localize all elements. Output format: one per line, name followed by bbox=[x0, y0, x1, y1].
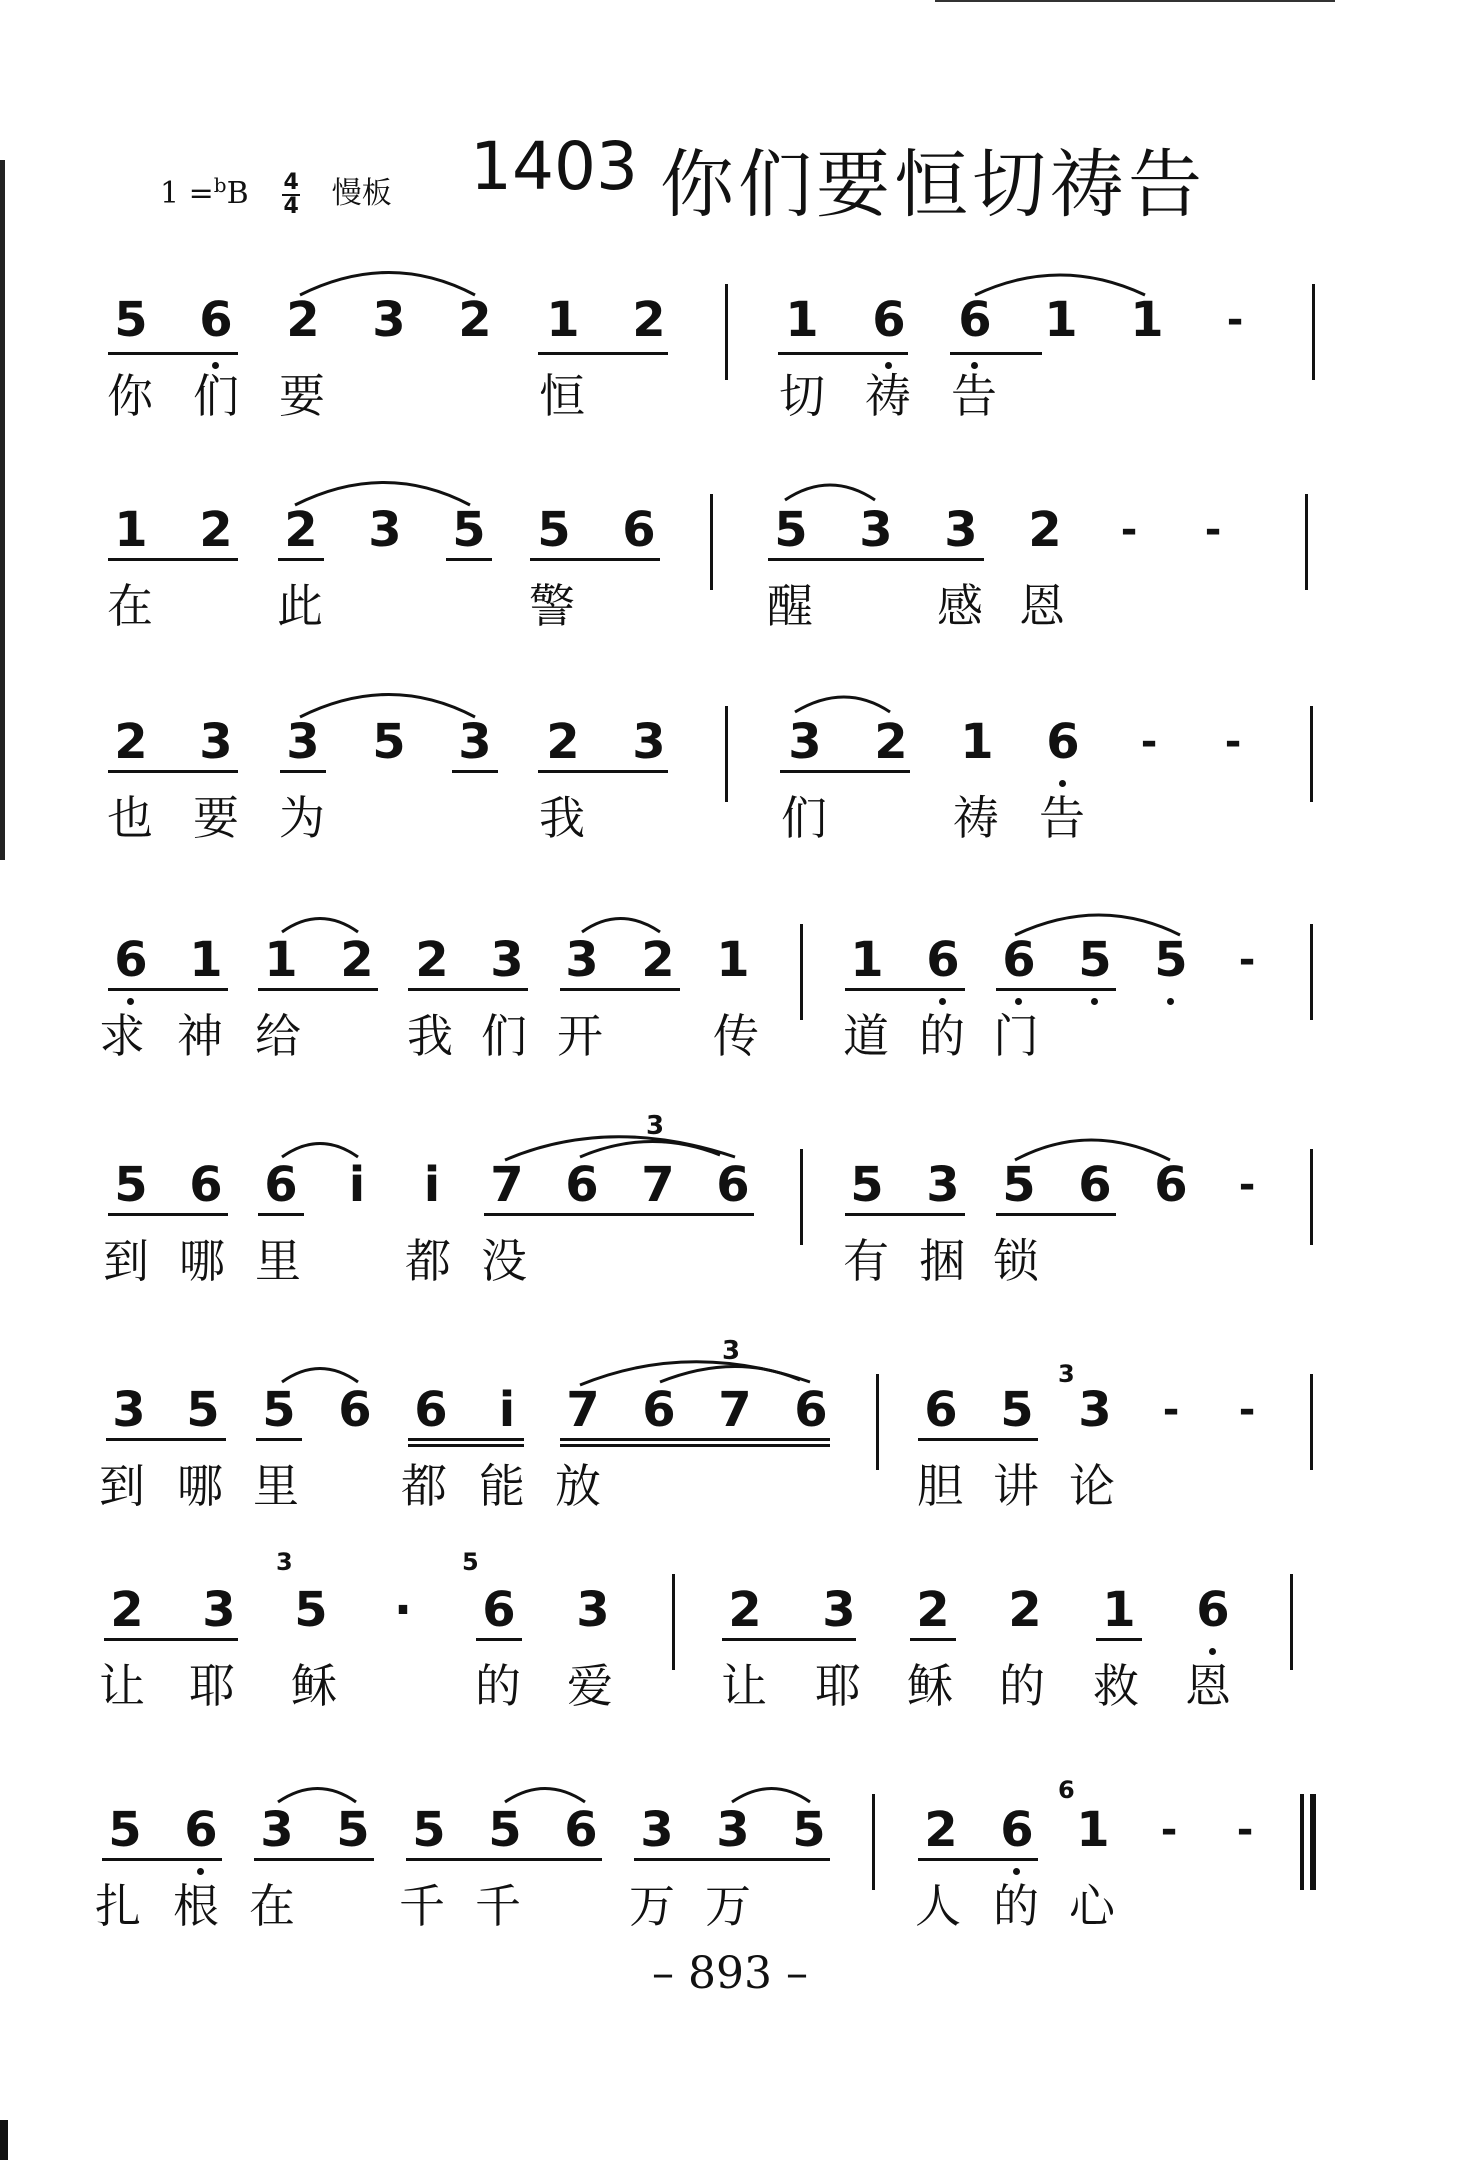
note: 5 bbox=[792, 1802, 826, 1858]
grace-note: 6 bbox=[1058, 1776, 1075, 1804]
lyric: 里 bbox=[253, 1459, 299, 1513]
lyric: 们 bbox=[781, 791, 827, 845]
note: 3 bbox=[286, 714, 320, 770]
note: 5 bbox=[108, 1802, 142, 1858]
note: 6 bbox=[716, 1157, 750, 1213]
note: 1 bbox=[1102, 1582, 1136, 1638]
note: 3 bbox=[368, 502, 402, 558]
hold-dash: - bbox=[1120, 507, 1138, 553]
note: 7 bbox=[641, 1157, 675, 1213]
note: 1 bbox=[114, 502, 148, 558]
note: 3 bbox=[926, 1157, 960, 1213]
lyric: 万 bbox=[629, 1879, 675, 1933]
note: 6 bbox=[926, 932, 960, 988]
note: 3 bbox=[859, 502, 893, 558]
note: 1 bbox=[189, 932, 223, 988]
hold-dash: - bbox=[1140, 719, 1158, 765]
lyric: 祷 bbox=[865, 369, 911, 423]
note: 6 bbox=[184, 1802, 218, 1858]
note: 6 bbox=[924, 1382, 958, 1438]
note: 1 bbox=[1044, 292, 1078, 348]
lyric: 扎 bbox=[95, 1879, 141, 1933]
note: 2 bbox=[1008, 1582, 1042, 1638]
lyric: 恩 bbox=[1019, 579, 1065, 633]
lyric: 论 bbox=[1069, 1459, 1115, 1513]
lyric: 心 bbox=[1069, 1879, 1115, 1933]
lyric: 万 bbox=[705, 1879, 751, 1933]
note: 6 bbox=[622, 502, 656, 558]
note: 5 bbox=[850, 1157, 884, 1213]
note: 2 bbox=[286, 292, 320, 348]
note: 5 bbox=[1000, 1382, 1034, 1438]
time-signature: $\frac{4}{4}$ bbox=[283, 169, 299, 219]
lyric: 传 bbox=[713, 1009, 759, 1063]
lyric: 讲 bbox=[993, 1459, 1039, 1513]
hold-dash: - bbox=[1224, 719, 1242, 765]
lyric: 爱 bbox=[567, 1659, 613, 1713]
hold-dash: - bbox=[1162, 1387, 1180, 1433]
lyric: 切 bbox=[779, 369, 825, 423]
lyric: 锁 bbox=[993, 1234, 1039, 1288]
note: 2 bbox=[632, 292, 666, 348]
lyric: 告 bbox=[951, 369, 997, 423]
lyric: 救 bbox=[1093, 1659, 1139, 1713]
song-title: 你们要恒切祷告 bbox=[660, 142, 1206, 228]
lyric: 为 bbox=[279, 791, 325, 845]
note: 5 bbox=[186, 1382, 220, 1438]
lyric: 能 bbox=[479, 1459, 525, 1513]
hold-dash: - bbox=[1236, 1807, 1254, 1853]
note: 2 bbox=[1028, 502, 1062, 558]
note: 2 bbox=[641, 932, 675, 988]
song-meta bbox=[160, 168, 392, 219]
note: 2 bbox=[340, 932, 374, 988]
hold-dash: - bbox=[1204, 507, 1222, 553]
note: 1 bbox=[1130, 292, 1164, 348]
lyric: 人 bbox=[915, 1879, 961, 1933]
note: 5 bbox=[537, 502, 571, 558]
note: 3 bbox=[1078, 1382, 1112, 1438]
note: 2 bbox=[114, 714, 148, 770]
note: 6 bbox=[189, 1157, 223, 1213]
lyric: 恩 bbox=[1185, 1659, 1231, 1713]
lyric: 们 bbox=[481, 1009, 527, 1063]
lyric: 千 bbox=[475, 1879, 521, 1933]
lyric: 都 bbox=[401, 1459, 447, 1513]
note: i bbox=[498, 1382, 516, 1438]
note: 3 bbox=[640, 1802, 674, 1858]
note: 7 bbox=[490, 1157, 524, 1213]
hold-dash: - bbox=[1238, 1162, 1256, 1208]
note: 6 bbox=[1078, 1157, 1112, 1213]
lyric: 稣 bbox=[291, 1659, 337, 1713]
note: 2 bbox=[284, 502, 318, 558]
score-system-4 bbox=[0, 930, 1484, 1140]
note: 3 bbox=[202, 1582, 236, 1638]
note: 6 bbox=[114, 932, 148, 988]
lyric: 的 bbox=[475, 1659, 521, 1713]
note: 5 bbox=[452, 502, 486, 558]
lyric: 耶 bbox=[815, 1659, 861, 1713]
hold-dash: - bbox=[1226, 297, 1244, 343]
note: 3 bbox=[112, 1382, 146, 1438]
note: 2 bbox=[546, 714, 580, 770]
note: 2 bbox=[199, 502, 233, 558]
note: 5 bbox=[488, 1802, 522, 1858]
lyric: 的 bbox=[919, 1009, 965, 1063]
lyric: 道 bbox=[843, 1009, 889, 1063]
note: 6 bbox=[1002, 932, 1036, 988]
page-number: – 893 – bbox=[652, 1948, 808, 1999]
lyric: 求 bbox=[99, 1009, 145, 1063]
lyric: 神 bbox=[177, 1009, 223, 1063]
note: 6 bbox=[565, 1157, 599, 1213]
lyric: 警 bbox=[529, 579, 575, 633]
lyric: 都 bbox=[405, 1234, 451, 1288]
note: 3 bbox=[822, 1582, 856, 1638]
note: 1 bbox=[850, 932, 884, 988]
lyric: 也 bbox=[107, 791, 153, 845]
lyric: 没 bbox=[481, 1234, 527, 1288]
note: 1 bbox=[1076, 1802, 1110, 1858]
note: 3 bbox=[372, 292, 406, 348]
note: 5 bbox=[262, 1382, 296, 1438]
note: 3 bbox=[490, 932, 524, 988]
lyric: 门 bbox=[993, 1009, 1039, 1063]
note: 1 bbox=[546, 292, 580, 348]
note: 6 bbox=[1154, 1157, 1188, 1213]
note: 7 bbox=[566, 1382, 600, 1438]
note: 5 bbox=[294, 1582, 328, 1638]
lyric: 哪 bbox=[177, 1459, 223, 1513]
lyric: 的 bbox=[999, 1659, 1045, 1713]
lyric: 让 bbox=[99, 1659, 145, 1713]
lyric: 要 bbox=[193, 791, 239, 845]
note: 1 bbox=[960, 714, 994, 770]
note: 1 bbox=[264, 932, 298, 988]
lyric: 我 bbox=[407, 1009, 453, 1063]
lyric: 到 bbox=[99, 1459, 145, 1513]
grace-note: 3 bbox=[276, 1548, 293, 1576]
lyric: 醒 bbox=[767, 579, 813, 633]
lyric: 感 bbox=[937, 579, 983, 633]
triplet-mark: 3 bbox=[646, 1111, 665, 1141]
score-system-7 bbox=[0, 1548, 1484, 1790]
note: 2 bbox=[916, 1582, 950, 1638]
lyric: 放 bbox=[555, 1459, 601, 1513]
lyric: 在 bbox=[107, 579, 153, 633]
lyric: 恒 bbox=[539, 369, 585, 423]
note: 5 bbox=[1002, 1157, 1036, 1213]
note: 2 bbox=[728, 1582, 762, 1638]
note: 6 bbox=[1196, 1582, 1230, 1638]
lyric: 祷 bbox=[953, 791, 999, 845]
hold-dash: - bbox=[1160, 1807, 1178, 1853]
note: 2 bbox=[874, 714, 908, 770]
lyric: 有 bbox=[843, 1234, 889, 1288]
lyric: 捆 bbox=[919, 1234, 965, 1288]
note: 6 bbox=[264, 1157, 298, 1213]
note: 2 bbox=[415, 932, 449, 988]
note: 5 bbox=[336, 1802, 370, 1858]
score-system-5 bbox=[0, 1111, 1484, 1365]
grace-note: 5 bbox=[462, 1548, 479, 1576]
note: 5 bbox=[372, 714, 406, 770]
note: 1 bbox=[716, 932, 750, 988]
lyric: 根 bbox=[173, 1879, 219, 1933]
note: 5 bbox=[1078, 932, 1112, 988]
lyric: 此 bbox=[277, 579, 323, 633]
note: 3 bbox=[788, 714, 822, 770]
note: 3 bbox=[458, 714, 492, 770]
lyric: 哪 bbox=[179, 1234, 225, 1288]
note: 3 bbox=[199, 714, 233, 770]
note: 5 bbox=[114, 1157, 148, 1213]
scan-edge-bottom bbox=[0, 2120, 8, 2160]
note: 7 bbox=[718, 1382, 752, 1438]
grace-note: 3 bbox=[1058, 1360, 1075, 1388]
note: 6 bbox=[199, 292, 233, 348]
lyric: 耶 bbox=[189, 1659, 235, 1713]
note: 5 bbox=[412, 1802, 446, 1858]
note: 3 bbox=[632, 714, 666, 770]
lyric: 告 bbox=[1039, 791, 1085, 845]
note: 6 bbox=[482, 1582, 516, 1638]
lyric: 里 bbox=[255, 1234, 301, 1288]
note: 6 bbox=[414, 1382, 448, 1438]
lyric: 开 bbox=[557, 1009, 603, 1063]
hold-dash: - bbox=[1238, 1387, 1256, 1433]
note: · bbox=[393, 1582, 413, 1638]
note: i bbox=[423, 1157, 441, 1213]
note: i bbox=[348, 1157, 366, 1213]
note: 2 bbox=[110, 1582, 144, 1638]
note: 6 bbox=[564, 1802, 598, 1858]
note: 6 bbox=[338, 1382, 372, 1438]
lyric: 千 bbox=[399, 1879, 445, 1933]
score-system-6 bbox=[0, 1336, 1484, 1590]
note: 3 bbox=[565, 932, 599, 988]
note: 3 bbox=[716, 1802, 750, 1858]
lyric: 你 bbox=[107, 369, 153, 423]
note: 2 bbox=[458, 292, 492, 348]
note: 5 bbox=[114, 292, 148, 348]
top-rule bbox=[935, 0, 1335, 2]
note: 1 bbox=[785, 292, 819, 348]
lyric: 稣 bbox=[907, 1659, 953, 1713]
triplet-mark: 3 bbox=[722, 1336, 741, 1366]
note: 6 bbox=[1000, 1802, 1034, 1858]
lyric: 让 bbox=[721, 1659, 767, 1713]
lyric: 要 bbox=[279, 369, 325, 423]
key-signature: 1 =$^b$B bbox=[160, 173, 249, 211]
song-number: 1403 bbox=[470, 128, 638, 205]
note: 5 bbox=[774, 502, 808, 558]
tempo-marking: 慢板 bbox=[331, 176, 392, 211]
note: 6 bbox=[872, 292, 906, 348]
note: 3 bbox=[944, 502, 978, 558]
note: 5 bbox=[1154, 932, 1188, 988]
note: 6 bbox=[794, 1382, 828, 1438]
note: 3 bbox=[260, 1802, 294, 1858]
lyric: 胆 bbox=[917, 1459, 963, 1513]
lyric: 的 bbox=[993, 1879, 1039, 1933]
lyric: 我 bbox=[539, 791, 585, 845]
lyric: 在 bbox=[249, 1879, 295, 1933]
note: 2 bbox=[924, 1802, 958, 1858]
note: 6 bbox=[1046, 714, 1080, 770]
note: 6 bbox=[642, 1382, 676, 1438]
note: 3 bbox=[576, 1582, 610, 1638]
lyric: 到 bbox=[103, 1234, 149, 1288]
lyric: 们 bbox=[193, 369, 239, 423]
hold-dash: - bbox=[1238, 937, 1256, 983]
lyric: 给 bbox=[255, 1009, 301, 1063]
song-header bbox=[0, 120, 1484, 230]
note: 6 bbox=[958, 292, 992, 348]
